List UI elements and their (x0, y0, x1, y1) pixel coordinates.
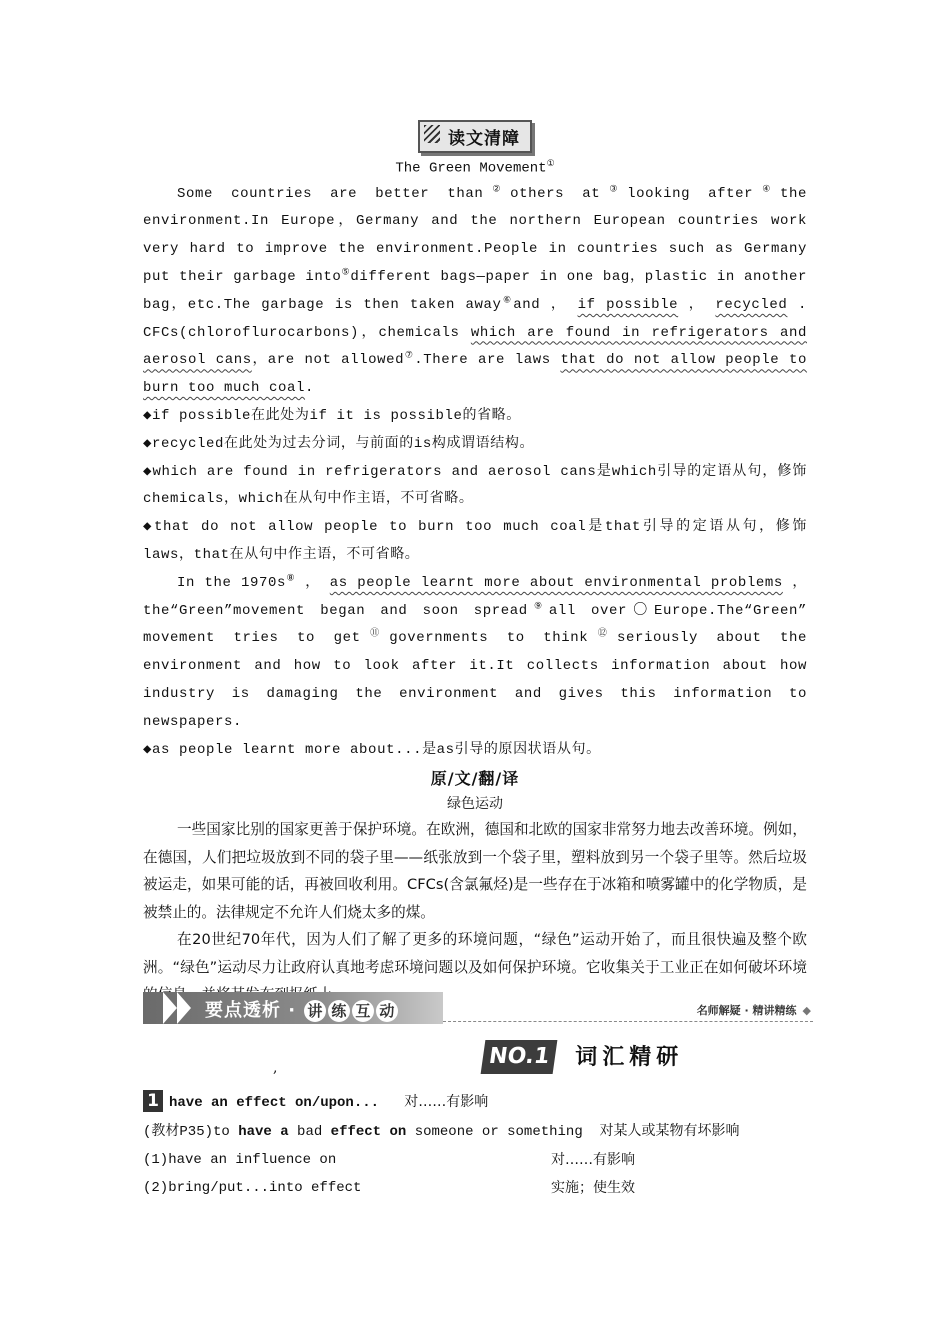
footnote-mark: ⑦ (404, 350, 415, 361)
section-number-badge: NO.1 (481, 1040, 558, 1074)
banner-divider (443, 1021, 813, 1022)
source-bold: effect on (330, 1124, 407, 1140)
footnote-mark: ⑤ (341, 267, 351, 278)
banner-char: 动 (376, 1000, 398, 1022)
footnote-mark: ⑧ (286, 573, 296, 584)
footnote-mark: ③ (600, 184, 628, 194)
note-item: ◆as people learnt more about...是as引导的原因状语从句。 (143, 741, 601, 758)
notes-1 (143, 403, 807, 570)
translation-paragraph-1: 一些国家比别的国家更善于保护环境。在欧洲，德国和北欧的国家非常努力地去改善环境。例如，在德国，人们把垃圾放到不同的袋子里——纸张放到一个袋子里，塑料放到另一个袋子里等。然后垃圾被运走，如果可能的话，再被回收利用。CFCs(含氯氟烃)是一些存在于冰箱和喷雾罐中的化学物质，是被禁止的。法律规定不允许人们烧太多的煤。 (143, 821, 807, 921)
section-title: 词汇精研 (575, 1045, 684, 1070)
text-run: seriously about the environment and how to look after it.It collects information about how industry is damaging the environment and gives this information to newspapers. (143, 630, 807, 730)
footnote-mark: ⑨ (527, 600, 549, 611)
vocab-number-badge: 1 (143, 1090, 163, 1112)
badge-stripes-icon (424, 125, 440, 143)
vocab-meaning: 对……有影响 (404, 1094, 489, 1110)
note-item: ◆which are found in refrigerators and aerosol cans是which引导的定语从句，修饰chemicals，which在从句中作主语，不可省略。 (143, 463, 807, 508)
banner-title (205, 996, 399, 1022)
text-run: and ， (513, 296, 567, 313)
section-badge (418, 120, 532, 153)
text-run: ，are not allowed (251, 352, 405, 369)
text-run: .There are laws (414, 352, 551, 369)
section-number-heading (483, 1040, 683, 1076)
text-run: ， (305, 574, 321, 591)
vocab-source (143, 1117, 807, 1146)
note-item: ◆recycled在此处为过去分词，与前面的is构成谓语结构。 (143, 435, 535, 452)
text-run: the environment.In Europe，Germany and the northern European countries work very hard to improve the environment.People in countries such as Germany put their garbage into (143, 185, 808, 286)
vocab-section (143, 1088, 807, 1202)
stray-comma: , (273, 1060, 278, 1076)
footnote-mark: ② (483, 184, 511, 194)
text-run: ， (688, 296, 705, 313)
footnote-mark: ① (546, 159, 555, 169)
underlined-phrase: as people learnt more about environmental problems (329, 574, 783, 591)
text-run: different bags—paper in one bag，plastic in another bag，etc.The garbage is then taken away (143, 269, 807, 313)
vocab-item (143, 1174, 807, 1202)
banner-right-text: 名师解疑 · 精讲精练 ◆ (697, 1002, 811, 1018)
banner-left-text: 要点透析 (205, 1000, 281, 1021)
vocab-item-zh: 实施；使生效 (551, 1180, 635, 1196)
source-text: bad (297, 1124, 323, 1140)
footnote-mark: ⑥ (501, 295, 514, 306)
source-prefix: (教材P35)to (143, 1124, 230, 1140)
section-banner (143, 992, 815, 1026)
text-run: looking after (627, 185, 754, 202)
vocab-item-zh: 对……有影响 (551, 1152, 635, 1168)
vocab-item-en: (1)have an influence on (143, 1152, 337, 1168)
text-run: ， the“Green”movement began and soon spread (143, 574, 807, 619)
footnote-mark: ④ (753, 184, 781, 194)
vocab-item (143, 1146, 807, 1174)
vocab-item-en: (2)bring/put...into effect (143, 1180, 362, 1196)
text-run: Some countries are better than (177, 185, 484, 202)
passage-title (143, 152, 807, 181)
translation-heading: 原/文/翻/译 (430, 769, 520, 789)
badge-label: 读文清障 (448, 129, 520, 149)
text-run: . CFCs(chloroflurocarbons)，chemicals (143, 296, 808, 341)
text-run: others at (510, 185, 601, 202)
footnote-mark: ⑫ (588, 628, 617, 639)
source-bold: have a (238, 1124, 289, 1140)
passage-title-text: The Green Movement (395, 160, 547, 177)
paragraph-2 (143, 570, 807, 737)
banner-char: 互 (352, 1000, 374, 1022)
vocab-phrase: have an effect on/upon... (169, 1095, 380, 1111)
text-run: all over (548, 602, 628, 619)
banner-dot: · (288, 1000, 297, 1021)
footnote-mark: ⑪ (360, 628, 390, 639)
chevron-icon (177, 992, 191, 1024)
text-run: Europe.The“Green” movement tries to get (143, 602, 808, 647)
banner-char: 讲 (304, 1000, 326, 1022)
reading-section (143, 120, 807, 1009)
text-run: . (305, 380, 315, 397)
source-text: someone or something (414, 1124, 583, 1140)
note-item: ◆if possible在此处为if it is possible的省略。 (143, 408, 521, 425)
vocab-head (143, 1088, 807, 1117)
banner-char: 练 (328, 1000, 350, 1022)
badge-wrap (143, 120, 807, 150)
source-meaning: 对某人或某物有坏影响 (599, 1123, 740, 1139)
text-run: In the 1970s (177, 574, 287, 591)
translation-paragraph-2: 在20世纪70年代，因为人们了解了更多的环境问题，“绿色”运动开始了，而且很快遍及整个欧洲。“绿色”运动尽力让政府认真地考虑环境问题以及如何保护环境。它收集关于工业正在如何破坏环境 (143, 931, 807, 976)
underlined-phrase: recycled (715, 296, 788, 313)
text-run: governments to think (389, 630, 589, 647)
note-item: ◆that do not allow people to burn too much coal是that引导的定语从句，修饰laws，that在从句中作主语，不可省略。 (143, 519, 807, 564)
footnote-mark: 〇 (627, 602, 654, 619)
translation-subtitle: 绿色运动 (447, 796, 503, 813)
underlined-phrase: that do not allow people to burn too much coal (143, 352, 808, 397)
paragraph-1 (143, 181, 807, 403)
underlined-phrase: if possible (577, 296, 679, 313)
underlined-phrase: which are found in refrigerators and aerosol cans (143, 324, 807, 369)
chevron-icon (163, 992, 177, 1024)
